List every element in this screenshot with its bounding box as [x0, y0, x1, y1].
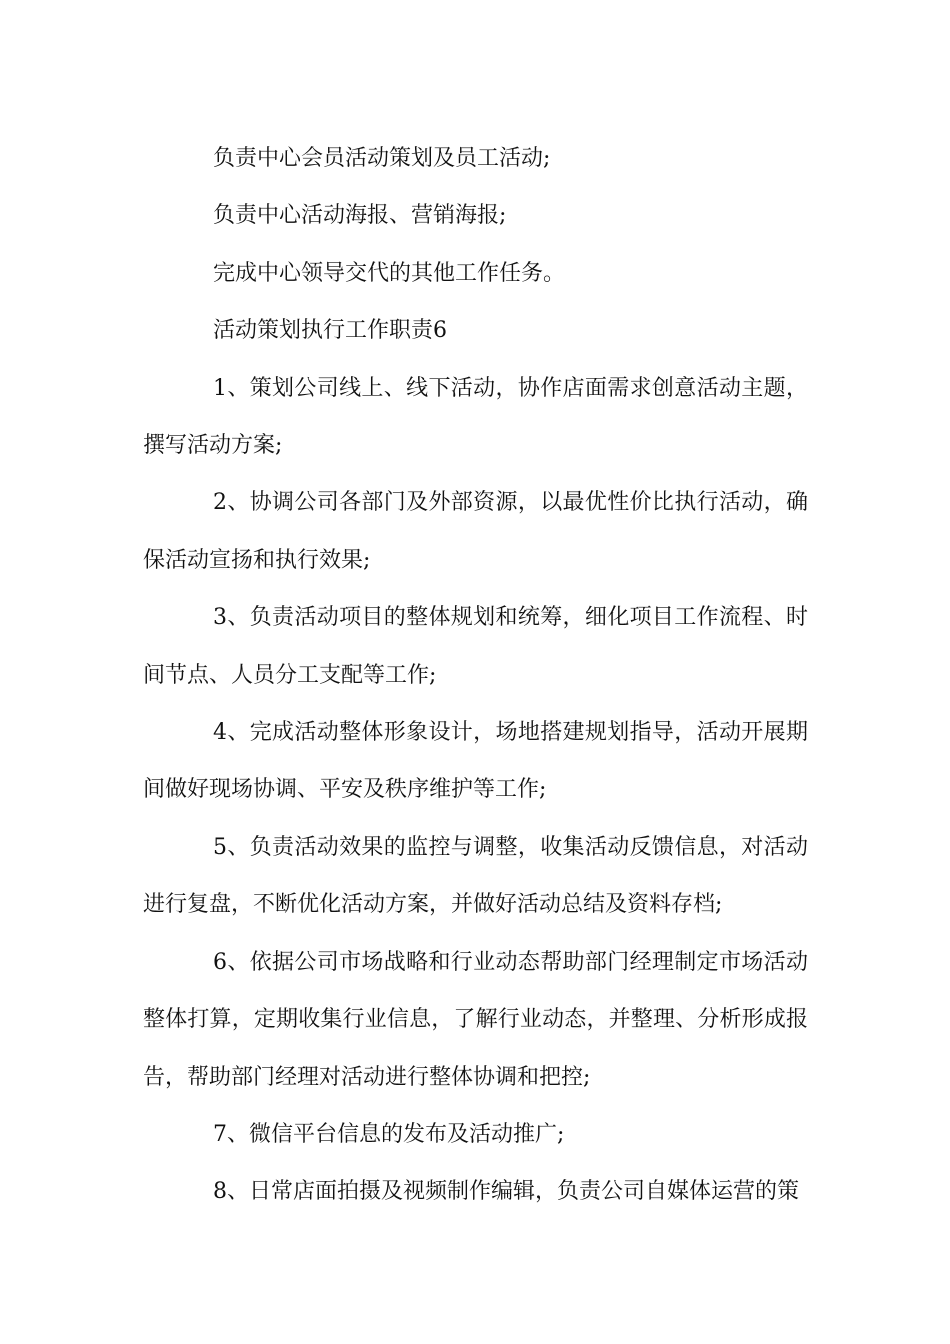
duty-item-4: 4、完成活动整体形象设计，场地搭建规划指导，活动开展期间做好现场协调、平安及秩序维护等工作; — [143, 720, 808, 803]
duty-item-8: 8、日常店面拍摄及视频制作编辑，负责公司自媒体运营的策 — [213, 1179, 799, 1205]
paragraph-other-tasks: 完成中心领导交代的其他工作任务。 — [213, 260, 566, 286]
duty-item-6: 6、依据公司市场战略和行业动态帮助部门经理制定市场活动整体打算，定期收集行业信息，了解行业动态，并整理、分析形成报告，帮助部门经理对活动进行整体协调和把控; — [143, 949, 808, 1090]
duty-item-5: 5、负责活动效果的监控与调整，收集活动反馈信息，对活动进行复盘，不断优化活动方案，并做好活动总结及资料存档; — [143, 834, 808, 918]
document-body — [143, 130, 808, 1221]
duty-item-2: 2、协调公司各部门及外部资源，以最优性价比执行活动，确保活动宣扬和执行效果; — [143, 490, 808, 573]
duty-item-1: 1、策划公司线上、线下活动，协作店面需求创意活动主题，撰写活动方案; — [143, 375, 808, 459]
duty-item-7: 7、微信平台信息的发布及活动推广; — [213, 1121, 565, 1147]
duty-item-3: 3、负责活动项目的整体规划和统筹，细化项目工作流程、时间节点、人员分工支配等工作; — [143, 605, 808, 688]
paragraph-member-activities: 负责中心会员活动策划及员工活动; — [213, 146, 551, 171]
section-heading: 活动策划执行工作职责6 — [213, 318, 447, 344]
paragraph-posters: 负责中心活动海报、营销海报; — [213, 203, 507, 229]
